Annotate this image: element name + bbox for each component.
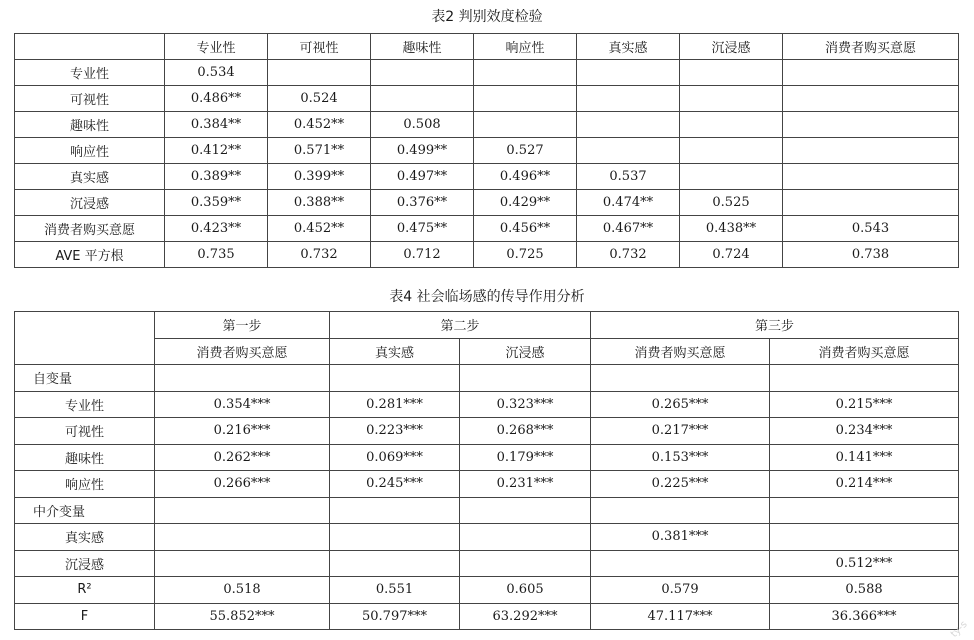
table-cell bbox=[577, 112, 680, 138]
table-cell: 0.518 bbox=[155, 577, 330, 604]
watermark: ty-s bbox=[948, 619, 970, 640]
table-cell: 0.474** bbox=[577, 190, 680, 216]
table-cell: 0.735 bbox=[165, 242, 268, 268]
table-cell: 0.525 bbox=[680, 190, 783, 216]
table-cell: 0.265*** bbox=[591, 391, 770, 418]
column-header-row bbox=[15, 338, 959, 365]
table-cell: 0.412** bbox=[165, 138, 268, 164]
column-header: 沉浸感 bbox=[460, 338, 591, 365]
table-cell: 0.215*** bbox=[770, 391, 959, 418]
table-cell: 0.376** bbox=[371, 190, 474, 216]
table-row bbox=[15, 603, 959, 630]
table-row bbox=[15, 471, 959, 498]
table-cell: 0.223*** bbox=[330, 418, 460, 445]
table-cell: 0.384** bbox=[165, 112, 268, 138]
row-header: 可视性 bbox=[15, 86, 165, 112]
section-label: 中介变量 bbox=[15, 497, 155, 524]
table-row bbox=[15, 391, 959, 418]
table-cell: 63.292*** bbox=[460, 603, 591, 630]
column-header: 响应性 bbox=[474, 34, 577, 60]
column-header: 消费者购买意愿 bbox=[783, 34, 959, 60]
table-cell bbox=[770, 524, 959, 551]
table-cell bbox=[474, 86, 577, 112]
table-cell: 0.359** bbox=[165, 190, 268, 216]
table-cell bbox=[783, 86, 959, 112]
row-header: F bbox=[15, 603, 155, 630]
table-row bbox=[15, 60, 959, 86]
table-cell: 0.512*** bbox=[770, 550, 959, 577]
table-cell: 0.496** bbox=[474, 164, 577, 190]
table-cell: 0.738 bbox=[783, 242, 959, 268]
table-cell: 0.452** bbox=[268, 112, 371, 138]
row-header: 趣味性 bbox=[15, 444, 155, 471]
table-cell: 0.231*** bbox=[460, 471, 591, 498]
table-row bbox=[15, 418, 959, 445]
table-cell bbox=[783, 190, 959, 216]
table-cell: 55.852*** bbox=[155, 603, 330, 630]
table-header-row bbox=[15, 34, 959, 60]
table-cell bbox=[330, 550, 460, 577]
table-cell: 0.354*** bbox=[155, 391, 330, 418]
table-cell bbox=[680, 138, 783, 164]
table2-discriminant-validity bbox=[14, 33, 959, 268]
table-cell: 0.537 bbox=[577, 164, 680, 190]
table-cell: 0.388** bbox=[268, 190, 371, 216]
table-cell: 36.366*** bbox=[770, 603, 959, 630]
table-cell: 0.423** bbox=[165, 216, 268, 242]
column-header: 趣味性 bbox=[371, 34, 474, 60]
row-header: 响应性 bbox=[15, 138, 165, 164]
table-cell bbox=[577, 60, 680, 86]
table-row bbox=[15, 577, 959, 604]
column-header: 消费者购买意愿 bbox=[591, 338, 770, 365]
table-cell: 0.527 bbox=[474, 138, 577, 164]
table-cell bbox=[330, 524, 460, 551]
table-cell: 0.389** bbox=[165, 164, 268, 190]
table-cell: 0.281*** bbox=[330, 391, 460, 418]
row-header: AVE 平方根 bbox=[15, 242, 165, 268]
table-cell: 0.732 bbox=[577, 242, 680, 268]
section-label: 自变量 bbox=[15, 365, 155, 392]
table-cell: 0.234*** bbox=[770, 418, 959, 445]
table-row bbox=[15, 524, 959, 551]
table-cell: 0.508 bbox=[371, 112, 474, 138]
step-header: 第三步 bbox=[591, 312, 959, 339]
row-header: 专业性 bbox=[15, 391, 155, 418]
table-cell: 0.534 bbox=[165, 60, 268, 86]
table-cell: 0.069*** bbox=[330, 444, 460, 471]
table-cell: 0.266*** bbox=[155, 471, 330, 498]
table-cell: 0.579 bbox=[591, 577, 770, 604]
table-cell: 0.268*** bbox=[460, 418, 591, 445]
table-cell bbox=[591, 497, 770, 524]
row-header: 可视性 bbox=[15, 418, 155, 445]
table-cell bbox=[460, 365, 591, 392]
column-header: 真实感 bbox=[577, 34, 680, 60]
table-cell: 0.381*** bbox=[591, 524, 770, 551]
step-header: 第二步 bbox=[330, 312, 591, 339]
table-cell: 0.588 bbox=[770, 577, 959, 604]
table-cell bbox=[474, 60, 577, 86]
column-header: 沉浸感 bbox=[680, 34, 783, 60]
table-cell bbox=[330, 365, 460, 392]
table-cell bbox=[155, 550, 330, 577]
column-header bbox=[15, 34, 165, 60]
table-cell: 0.497** bbox=[371, 164, 474, 190]
table-cell: 0.724 bbox=[680, 242, 783, 268]
table-cell: 0.732 bbox=[268, 242, 371, 268]
table-row bbox=[15, 216, 959, 242]
row-header: 真实感 bbox=[15, 164, 165, 190]
table-cell bbox=[783, 138, 959, 164]
table-cell: 0.551 bbox=[330, 577, 460, 604]
table-cell: 0.725 bbox=[474, 242, 577, 268]
table-cell bbox=[268, 60, 371, 86]
row-header: 消费者购买意愿 bbox=[15, 216, 165, 242]
table-row bbox=[15, 444, 959, 471]
table-cell bbox=[591, 365, 770, 392]
table-cell bbox=[330, 497, 460, 524]
table-cell: 0.438** bbox=[680, 216, 783, 242]
column-header: 专业性 bbox=[165, 34, 268, 60]
table-cell: 47.117*** bbox=[591, 603, 770, 630]
table-cell: 0.245*** bbox=[330, 471, 460, 498]
table-row bbox=[15, 138, 959, 164]
row-header: 真实感 bbox=[15, 524, 155, 551]
table-row bbox=[15, 164, 959, 190]
table-cell: 0.486** bbox=[165, 86, 268, 112]
table-cell bbox=[155, 365, 330, 392]
table-cell bbox=[680, 60, 783, 86]
table-row bbox=[15, 112, 959, 138]
table-cell bbox=[770, 497, 959, 524]
column-header: 消费者购买意愿 bbox=[770, 338, 959, 365]
table-cell: 0.217*** bbox=[591, 418, 770, 445]
table-cell: 0.225*** bbox=[591, 471, 770, 498]
table-cell bbox=[577, 138, 680, 164]
table-cell: 0.216*** bbox=[155, 418, 330, 445]
table-row bbox=[15, 190, 959, 216]
table-cell: 0.571** bbox=[268, 138, 371, 164]
table-cell: 0.524 bbox=[268, 86, 371, 112]
table-cell bbox=[577, 86, 680, 112]
table-cell: 0.399** bbox=[268, 164, 371, 190]
table-cell bbox=[460, 550, 591, 577]
table-cell: 0.141*** bbox=[770, 444, 959, 471]
table-cell bbox=[460, 497, 591, 524]
table4-title: 表4 社会临场感的传导作用分析 bbox=[389, 289, 585, 305]
row-header: R² bbox=[15, 577, 155, 604]
table-cell: 0.429** bbox=[474, 190, 577, 216]
table-cell bbox=[371, 86, 474, 112]
table-cell bbox=[783, 112, 959, 138]
table-cell: 0.323*** bbox=[460, 391, 591, 418]
table-cell: 0.262*** bbox=[155, 444, 330, 471]
table-row bbox=[15, 86, 959, 112]
table-cell bbox=[371, 60, 474, 86]
table-row bbox=[15, 365, 959, 392]
table-row bbox=[15, 497, 959, 524]
corner-cell bbox=[15, 312, 155, 365]
table-cell bbox=[474, 112, 577, 138]
table-cell bbox=[770, 365, 959, 392]
table-cell bbox=[680, 164, 783, 190]
row-header: 响应性 bbox=[15, 471, 155, 498]
table-cell: 0.153*** bbox=[591, 444, 770, 471]
table4-mediation-analysis bbox=[14, 311, 959, 630]
table-cell: 0.543 bbox=[783, 216, 959, 242]
column-header: 真实感 bbox=[330, 338, 460, 365]
column-header: 消费者购买意愿 bbox=[155, 338, 330, 365]
table-cell: 0.452** bbox=[268, 216, 371, 242]
row-header: 沉浸感 bbox=[15, 190, 165, 216]
table-cell bbox=[591, 550, 770, 577]
table-cell: 0.475** bbox=[371, 216, 474, 242]
table-cell bbox=[783, 164, 959, 190]
table-cell: 0.214*** bbox=[770, 471, 959, 498]
table-row bbox=[15, 550, 959, 577]
table-cell bbox=[155, 524, 330, 551]
table-cell bbox=[680, 86, 783, 112]
table-row bbox=[15, 242, 959, 268]
row-header: 专业性 bbox=[15, 60, 165, 86]
table-cell: 0.605 bbox=[460, 577, 591, 604]
table-cell: 0.456** bbox=[474, 216, 577, 242]
column-header: 可视性 bbox=[268, 34, 371, 60]
step-header-row bbox=[15, 312, 959, 339]
table-cell: 0.712 bbox=[371, 242, 474, 268]
table-cell bbox=[680, 112, 783, 138]
row-header: 沉浸感 bbox=[15, 550, 155, 577]
table-cell: 0.179*** bbox=[460, 444, 591, 471]
table2-title: 表2 判别效度检验 bbox=[431, 9, 543, 25]
table-cell: 0.499** bbox=[371, 138, 474, 164]
table-cell: 0.467** bbox=[577, 216, 680, 242]
table-cell bbox=[155, 497, 330, 524]
step-header: 第一步 bbox=[155, 312, 330, 339]
table-cell bbox=[460, 524, 591, 551]
table-cell bbox=[783, 60, 959, 86]
table-cell: 50.797*** bbox=[330, 603, 460, 630]
row-header: 趣味性 bbox=[15, 112, 165, 138]
